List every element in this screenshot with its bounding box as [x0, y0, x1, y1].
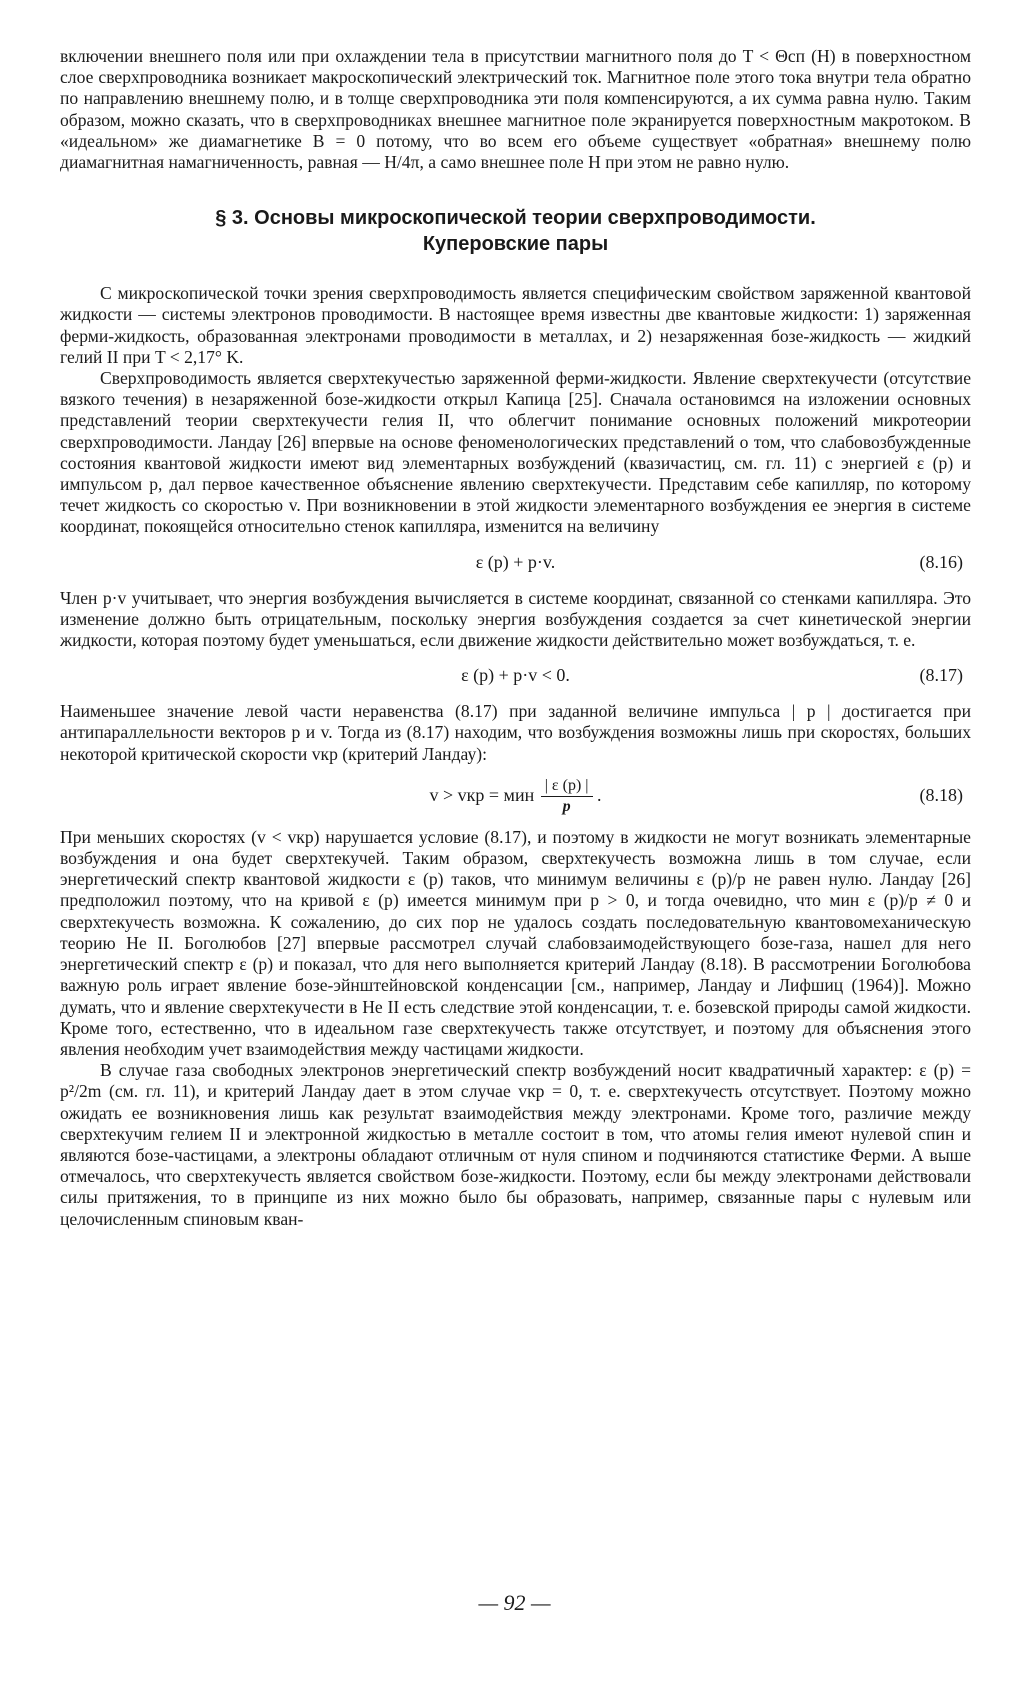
section-title-line-1: § 3. Основы микроскопической теории сверхпроводимости.: [215, 207, 816, 230]
equation-number: (8.18): [919, 784, 963, 805]
equation-expression: ε (p) + p·v.: [475, 551, 556, 572]
equation-number: (8.17): [919, 665, 963, 686]
equation-expression: [60, 769, 971, 821]
paragraph-4: Наименьшее значение левой части неравенства (8.17) при заданной величине импульса | p | достигается при антипараллельности векторов p и v. Тогда из (8.17) находим, что возбуждения возможны лишь при скоростях, больших некоторой критической скорости vкр (критерий Ландау):: [60, 701, 971, 764]
equation-8-18: [60, 769, 971, 821]
paragraph-6: В случае газа свободных электронов энергетический спектр возбуждений носит квадратичный характер: ε (p) = p²/2m (см. гл. 11), и критерий Ландау дает в этом случае vкр = 0, т. е. сверхтекучесть отсутствует. Поэтому можно ожидать ее возникновения лишь как результат взаимодействия между электронами. Кроме того, различие между сверхтекучим гелием II и электронной жидкостью в металле состоит в том, что атомы гелия имеют нулевой спин и являются бозе-частицами, а электроны обладают отличным от нуля спином и подчиняются статистике Ферми. А выше отмечалось, что сверхтекучесть является свойством бозе-жидкости. Поэтому, если бы между электронами действовали силы притяжения, то в принципе из них можно было бы образовать, например, связанные пары с нулевым или целочисленным спиновым кван-: [60, 1060, 971, 1229]
paragraph-1: С микроскопической точки зрения сверхпроводимость является специфическим свойством заряженной квантовой жидкости — системы электронов проводимости. В настоящее время известны две квантовые жидкости: 1) заряженная ферми-жидкость, образованная электронами проводимости в металлах, и 2) незаряженная бозе-жидкость — жидкий гелий II при T < 2,17° K.: [60, 283, 971, 367]
equation-fraction: [541, 776, 593, 817]
equation-number: (8.16): [919, 551, 963, 572]
equation-tail: .: [597, 784, 602, 805]
equation-8-16: [60, 542, 971, 582]
equation-8-17: [60, 655, 971, 695]
equation-expression: ε (p) + p·v < 0.: [461, 665, 570, 686]
fraction-numerator: | ε (p) |: [541, 776, 593, 797]
equation-lhs: v > vкр = мин: [429, 784, 535, 805]
paragraph-5: При меньших скоростях (v < vкр) нарушается условие (8.17), и поэтому в жидкости не могут возникать элементарные возбуждения и она будет сверхтекучей. Таким образом, сверхтекучесть возможна лишь в том случае, если энергетический спектр квантовой жидкости ε (p) таков, что минимум величины ε (p)/p не равен нулю. Ландау [26] предположил поэтому, что на кривой ε (p) имеется минимум при p > 0, и тогда очевидно, что мин ε (p)/p ≠ 0 и сверхтекучесть возможна. К сожалению, до сих пор не удалось создать последовательную квантовомеханическую теорию He II. Боголюбов [27] впервые рассмотрел случай слабовзаимодействующего бозе-газа, нашел для него энергетический спектр ε (p) и показал, что для него выполняется критерий Ландау (8.18). В рассмотрении Боголюбова важную роль играет явление бозе-эйнштейновской конденсации [см., например, Ландау и Лифшиц (1964)]. Можно думать, что и явление сверхтекучести в He II есть следствие этой конденсации, т. е. бозевской природы самой жидкости. Кроме того, естественно, что в идеальном газе сверхтекучесть также отсутствует, и поэтому для объяснения этого явления необходим учет взаимодействия между частицами жидкости.: [60, 826, 971, 1059]
fraction-denominator: p: [562, 798, 571, 816]
paragraph-2: Сверхпроводимость является сверхтекучестью заряженной ферми-жидкости. Явление сверхтекучести (отсутствие вязкого течения) в незаряженной бозе-жидкости открыл Капица [25]. Сначала остановимся на изложении основных представлений теории сверхтекучести гелия II, что облегчит понимание основных положений микротеории сверхпроводимости. Ландау [26] впервые на основе феноменологических представлений о том, что слабовозбужденные состояния квантовой жидкости имеют вид элементарных возбуждений (квазичастиц, см. гл. 11) с энергией ε (p) и импульсом p, дал первое качественное объяснение явлению сверхтекучести. Представим себе капилляр, по которому течет жидкость со скоростью v. При возникновении в этой жидкости элементарного возбуждения ее энергия в системе координат, покоящейся относительно стенок капилляра, изменится на величину: [60, 368, 971, 537]
continuation-paragraph: включении внешнего поля или при охлаждении тела в присутствии магнитного поля до T < Θсп (H) в поверхностном слое сверхпроводника возникает макроскопический электрический ток. Магнитное поле этого тока внутри тела обратно по направлению внешнему полю, и в толще сверхпроводника эти поля компенсируются, а их сумма равна нулю. Таким образом, можно сказать, что в сверхпроводниках внешнее магнитное поле экранируется поверхностным макротоком. В «идеальном» же диамагнетике B = 0 потому, что во всем его объеме существует «обратная» внешнему полю диамагнитная намагниченность, равная — H/4π, а само внешнее поле H при этом не равно нулю.: [60, 46, 971, 173]
page-number: — 92 —: [478, 1590, 551, 1615]
paragraph-3: Член p·v учитывает, что энергия возбуждения вычисляется в системе координат, связанной со стенками капилляра. Это изменение должно быть отрицательным, поскольку энергия возбуждения создается за счет кинетической энергии жидкости, которая поэтому будет уменьшаться, если движение жидкости действительно может возбуждаться, т. е.: [60, 587, 971, 651]
section-title-line-2: Куперовские пары: [422, 233, 609, 256]
section-heading: [60, 205, 971, 257]
